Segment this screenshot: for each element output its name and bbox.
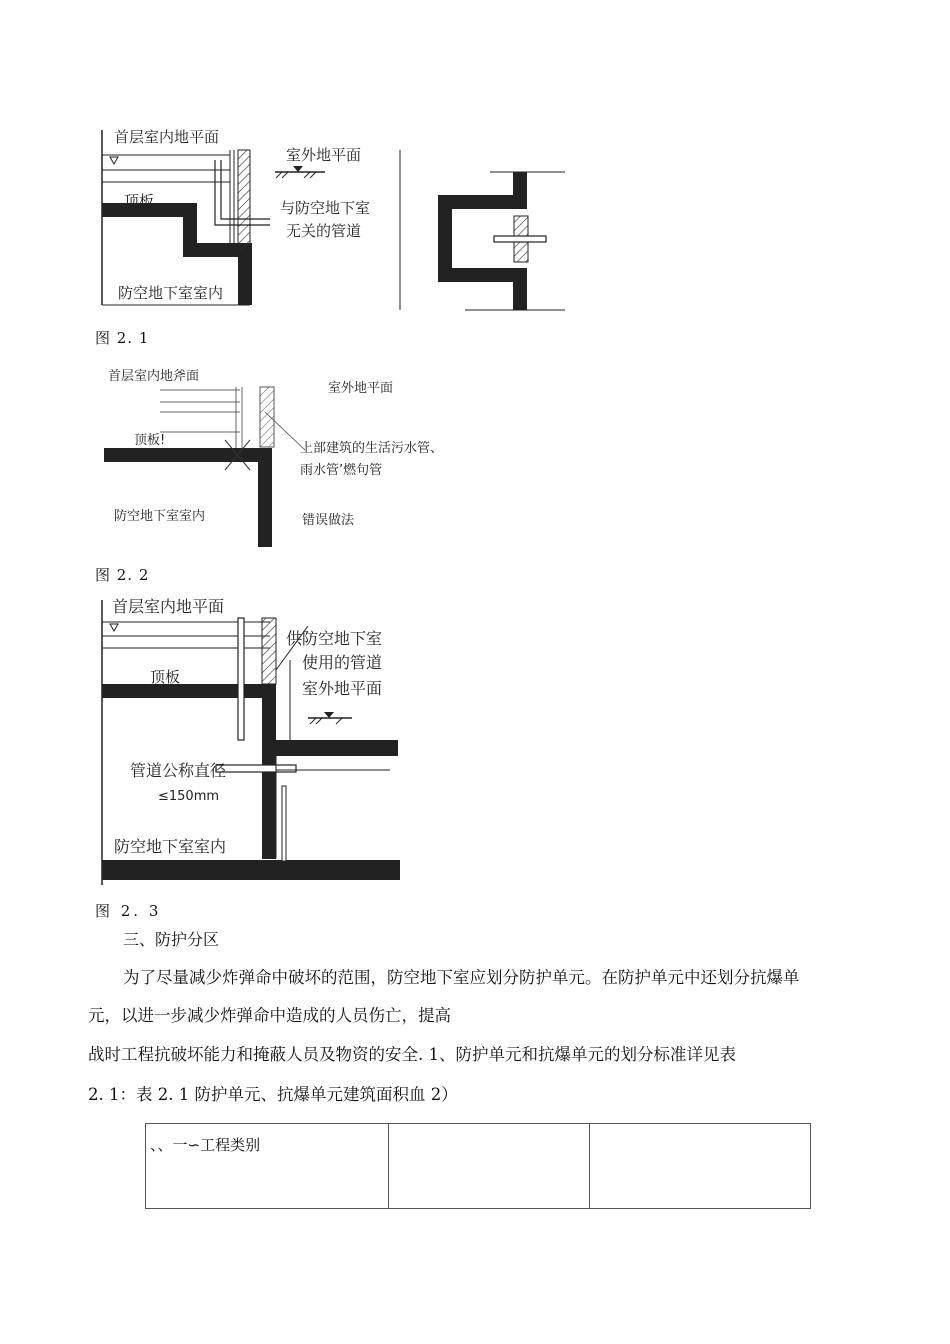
- fig2-label-roof: 顶板!: [134, 433, 166, 448]
- fig1-label-pipe-line1: 与防空地下室: [280, 199, 371, 217]
- table-cell: [590, 1124, 811, 1209]
- figure-2-1: [90, 120, 580, 320]
- figure-2-1-caption: 图 2. 1: [95, 329, 150, 347]
- section-heading: 三、防护分区: [123, 930, 220, 949]
- fig3-label-diameter-line2: ≤150mm: [158, 789, 220, 804]
- table-cell: [389, 1124, 590, 1209]
- fig1-right-section: [400, 150, 565, 310]
- table-row: [146, 1124, 811, 1209]
- paragraph-1-line-2: 元，以进一步减少炸弹命中造成的人员伤亡，提高: [88, 1006, 451, 1025]
- figure-2-2: [90, 362, 490, 552]
- fig3-label-ground-outdoor: 室外地平面: [302, 679, 383, 698]
- fig1-left-section: [102, 128, 370, 305]
- area-table: [145, 1123, 811, 1209]
- table-header-cell: 、、一∽工程类别: [146, 1124, 389, 1209]
- paragraph-3: 2. 1：表 2. 1 防护单元、抗爆单元建筑面积血 2）: [88, 1085, 458, 1104]
- fig3-label-pipe-line2: 使用的管道: [302, 653, 383, 672]
- fig3-label-diameter-line1: 管道公称直径: [130, 761, 227, 780]
- fig1-label-roof: 顶板: [124, 192, 155, 210]
- fig2-label-pipe-line1: 上部建筑的生活污水管、: [300, 441, 444, 456]
- fig3-label-ground-indoor: 首层室内地平面: [112, 597, 225, 616]
- fig1-label-pipe-line2: 无关的管道: [286, 222, 362, 240]
- paragraph-1-line-1: 为了尽量减少炸弹命中破坏的范围，防空地下室应划分防护单元。在防护单元中还划分抗爆单: [123, 968, 800, 987]
- fig1-label-basement: 防空地下室室内: [118, 284, 224, 302]
- fig2-label-ground-outdoor: 室外地平面: [328, 381, 394, 396]
- fig2-label-ground-indoor: 首层室内地斧面: [108, 369, 200, 384]
- fig2-label-basement: 防空地下室室内: [114, 509, 206, 524]
- fig1-label-ground-outdoor: 室外地平面: [286, 146, 362, 164]
- fig3-label-basement: 防空地下室室内: [114, 837, 227, 856]
- figure-2-2-caption: 图 2. 2: [95, 566, 150, 584]
- figure-2-3: [90, 590, 410, 896]
- fig3-label-pipe-line1: 供防空地下室: [286, 629, 383, 648]
- fig1-label-ground-indoor: 首层室内地平面: [114, 128, 220, 146]
- fig2-label-wrong: 错误做法: [302, 513, 355, 528]
- figure-2-3-caption: 图 2. 3: [95, 902, 162, 920]
- fig2-label-pipe-line2: 雨水管’燃句管: [300, 463, 383, 478]
- paragraph-2: 战时工程抗破坏能力和掩蔽人员及物资的安全. 1、防护单元和抗爆单元的划分标准详见表: [88, 1045, 736, 1064]
- fig3-label-roof: 顶板: [150, 668, 181, 686]
